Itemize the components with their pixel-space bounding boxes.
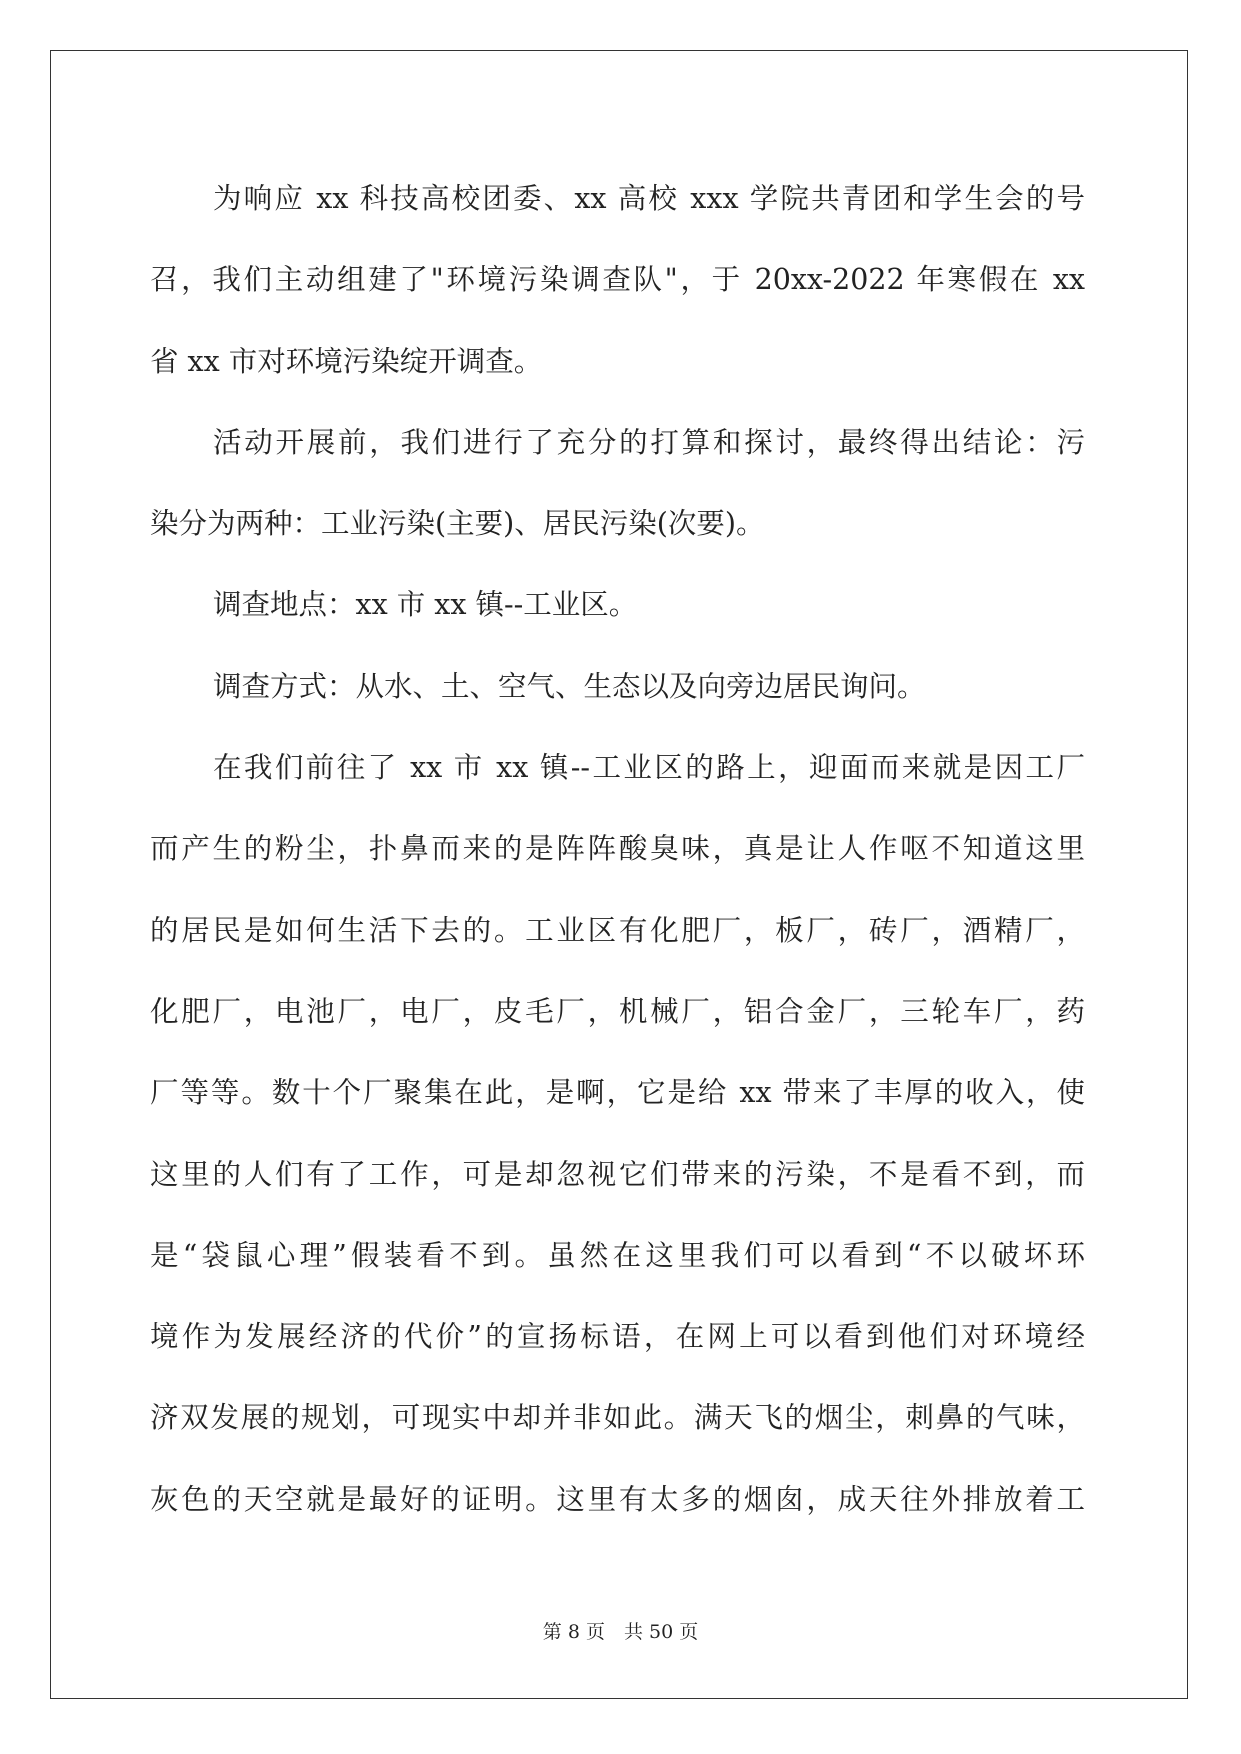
paragraph-line: 灰色的天空就是最好的证明。这里有太多的烟囱，成天往外排放着工: [150, 1482, 1085, 1516]
paragraph-line: 在我们前往了 xx 市 xx 镇--工业区的路上，迎面而来就是因工厂: [213, 751, 1085, 785]
paragraph-line: 这里的人们有了工作，可是却忽视它们带来的污染，不是看不到，而: [150, 1157, 1085, 1191]
paragraph-line: 调查地点：xx 市 xx 镇--工业区。: [213, 588, 638, 622]
paragraph-line: 而产生的粉尘，扑鼻而来的是阵阵酸臭味，真是让人作呕不知道这里: [150, 832, 1085, 866]
paragraph-line: 为响应 xx 科技高校团委、xx 高校 xxx 学院共青团和学生会的号: [213, 182, 1085, 215]
paragraph-line: 化肥厂，电池厂，电厂，皮毛厂，机械厂，铝合金厂，三轮车厂，药: [150, 994, 1085, 1028]
paragraph-line: 活动开展前，我们进行了充分的打算和探讨，最终得出结论：污: [213, 425, 1085, 459]
paragraph-line: 厂等等。数十个厂聚集在此，是啊，它是给 xx 带来了丰厚的收入，使: [150, 1076, 1085, 1110]
paragraph-line: 济双发展的规划，可现实中却并非如此。满天飞的烟尘，刺鼻的气味，: [150, 1401, 1085, 1435]
paragraph-line: 省 xx 市对环境污染绽开调查。: [150, 344, 543, 378]
paragraph-line: 是“袋鼠心理”假装看不到。虽然在这里我们可以看到“不以破坏环: [150, 1238, 1085, 1272]
document-body: [150, 158, 1085, 1540]
paragraph-line: 的居民是如何生活下去的。工业区有化肥厂，板厂，砖厂，酒精厂，: [150, 913, 1085, 947]
page-number-footer: 第 8 页 共 50 页: [542, 1621, 699, 1643]
paragraph-line: 染分为两种：工业污染(主要)、居民污染(次要)。: [150, 507, 765, 541]
paragraph-line: 境作为发展经济的代价”的宣扬标语，在网上可以看到他们对环境经: [150, 1320, 1085, 1354]
paragraph-line: 调查方式：从水、土、空气、生态以及向旁边居民询问。: [213, 669, 926, 703]
paragraph-line: 召，我们主动组建了"环境污染调查队"，于 20xx-2022 年寒假在 xx: [150, 263, 1085, 297]
